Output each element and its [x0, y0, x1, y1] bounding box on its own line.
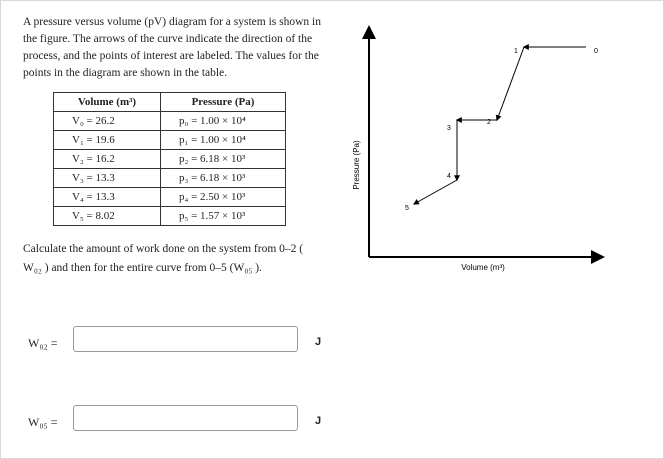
point-label-0: 0: [594, 48, 598, 55]
w05-input[interactable]: [73, 405, 298, 431]
w02-unit: J: [315, 336, 322, 348]
segment-4-5: [414, 180, 457, 204]
w05-unit: J: [315, 415, 322, 427]
volume-cell: V₁ = 19.6: [54, 131, 161, 150]
point-label-1: 1: [514, 48, 518, 55]
table-row: [54, 131, 286, 150]
pressure-column-header: Pressure (Pa): [161, 93, 286, 112]
pressure-cell: p₁ = 1.00 × 10⁴: [161, 131, 286, 150]
x-axis-label: Volume (m³): [461, 263, 505, 272]
table-row: [54, 112, 286, 131]
point-label-3: 3: [447, 125, 451, 132]
point-label-2: 2: [487, 119, 491, 126]
volume-cell: V₂ = 16.2: [54, 150, 161, 169]
table-row: [54, 150, 286, 169]
w02-label: W₀₂ =: [28, 336, 58, 350]
volume-cell: V₄ = 13.3: [54, 188, 161, 207]
pressure-cell: p₀ = 1.00 × 10⁴: [161, 112, 286, 131]
volume-column-header: Volume (m³): [54, 93, 161, 112]
w05-label: W₀₅ =: [28, 415, 58, 429]
volume-cell: V₅ = 8.02: [54, 207, 161, 226]
pressure-cell: p₂ = 6.18 × 10³: [161, 150, 286, 169]
pv-diagram: [340, 20, 610, 280]
w02-input[interactable]: [73, 326, 298, 352]
point-label-5: 5: [405, 205, 409, 212]
table-row: [54, 207, 286, 226]
question-text: Calculate the amount of work done on the system from 0–2 ( W₀₂ ) and then for the entire curve from 0–5 (W₀₅ ).: [23, 243, 304, 274]
pressure-cell: p₃ = 6.18 × 10³: [161, 169, 286, 188]
table-row: [54, 169, 286, 188]
pressure-cell: p₅ = 1.57 × 10³: [161, 207, 286, 226]
table-row: [54, 188, 286, 207]
problem-intro: A pressure versus volume (pV) diagram for a system is shown in the figure. The arrows of the curve indicate the direction of the process, and the points of interest are labeled. The values for the points in the diagram are shown in the table.: [23, 16, 321, 79]
point-label-4: 4: [447, 173, 451, 180]
y-axis-label: Pressure (Pa): [352, 140, 361, 190]
segment-1-2: [497, 47, 524, 120]
values-table: [53, 92, 286, 226]
volume-cell: V₀ = 26.2: [54, 112, 161, 131]
volume-cell: V₃ = 13.3: [54, 169, 161, 188]
pressure-cell: p₄ = 2.50 × 10³: [161, 188, 286, 207]
table-header-row: [54, 93, 286, 112]
